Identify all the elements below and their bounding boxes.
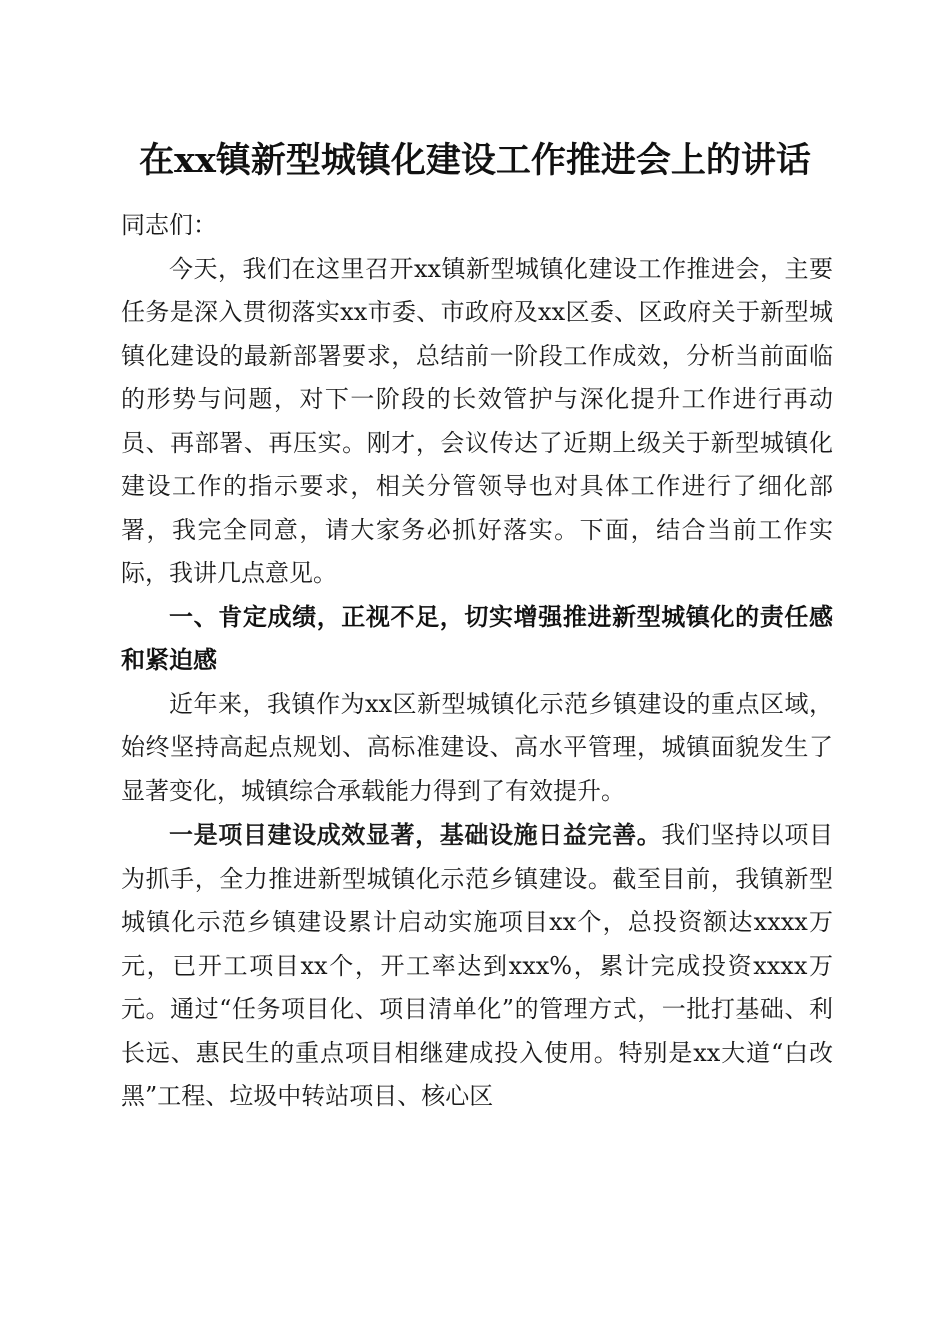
section1-intro-paragraph: 近年来，我镇作为xx区新型城镇化示范乡镇建设的重点区域，始终坚持高起点规划、高标准建设、高水平管理，城镇面貌发生了显著变化，城镇综合承载能力得到了有效提升。 [121,689,833,805]
document-title: 在xx镇新型城镇化建设工作推进会上的讲话 [139,140,811,181]
document-body [121,204,833,1119]
salutation: 同志们： [121,211,217,239]
section-heading-1: 一、肯定成绩，正视不足，切实增强推进新型城镇化的责任感和紧迫感 [121,602,833,674]
point1-body: 我们坚持以项目为抓手，全力推进新型城镇化示范乡镇建设。截至目前，我镇新型城镇化示范乡镇建设累计启动实施项目xx个，总投资额达xxxx万元，已开工项目xx个，开工率达到xxx%，累计完成投资xxxx万元。通过“任务项目化、项目清单化”的管理方式，一批打基础、利长远、惠民生的重点项目相继建成投入使用。特别是xx大道“白改黑”工程、垃圾中转站项目、核心区 [121,821,834,1110]
point1-paragraph [121,813,833,1119]
intro-paragraph: 今天，我们在这里召开xx镇新型城镇化建设工作推进会，主要任务是深入贯彻落实xx市委、市政府及xx区委、区政府关于新型城镇化建设的最新部署要求，总结前一阶段工作成效，分析当前面临的形势与问题，对下一阶段的长效管护与深化提升工作进行再动员、再部署、再压实。刚才，会议传达了近期上级关于新型城镇化建设工作的指示要求，相关分管领导也对具体工作进行了细化部署，我完全同意，请大家务必抓好落实。下面，结合当前工作实际，我讲几点意见。 [121,254,833,587]
point1-lead: 一是项目建设成效显著，基础设施日益完善。 [169,820,662,849]
